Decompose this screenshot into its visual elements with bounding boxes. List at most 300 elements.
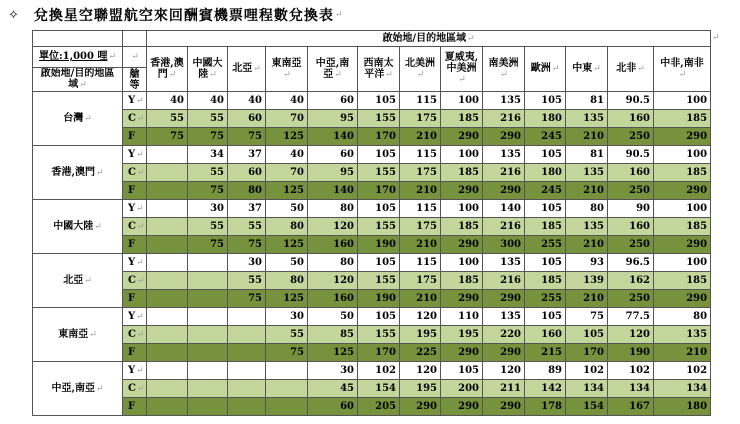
origin-region-cell: 香港,澳門↵ bbox=[33, 146, 123, 200]
table-row bbox=[33, 182, 711, 200]
mileage-value-cell: 154 bbox=[358, 380, 400, 398]
mileage-value-cell bbox=[147, 290, 188, 308]
mileage-value-cell: 37 bbox=[228, 200, 266, 218]
mileage-value-cell: 139 bbox=[566, 272, 608, 290]
mileage-value-cell: 175 bbox=[400, 218, 441, 236]
mileage-value-cell: 95 bbox=[308, 110, 358, 128]
mileage-value-cell: 216 bbox=[483, 272, 525, 290]
cabin-class-cell: F bbox=[123, 290, 147, 308]
mileage-value-cell: 160 bbox=[608, 110, 654, 128]
mileage-value-cell: 205 bbox=[358, 398, 400, 416]
mileage-value-cell bbox=[228, 398, 266, 416]
mileage-value-cell bbox=[188, 398, 228, 416]
destination-header: 夏威夷,中美洲↵ bbox=[441, 47, 483, 92]
mileage-value-cell: 105 bbox=[525, 200, 566, 218]
mileage-value-cell: 135 bbox=[566, 164, 608, 182]
mileage-value-cell: 175 bbox=[400, 164, 441, 182]
mileage-value-cell: 216 bbox=[483, 110, 525, 128]
destination-header: 中亞,南亞↵ bbox=[308, 47, 358, 92]
table-row bbox=[33, 236, 711, 254]
mileage-value-cell: 93 bbox=[566, 254, 608, 272]
mileage-value-cell: 80 bbox=[266, 272, 308, 290]
mileage-value-cell bbox=[147, 146, 188, 164]
mileage-value-cell: 80 bbox=[308, 254, 358, 272]
mileage-value-cell: 55 bbox=[188, 218, 228, 236]
mileage-value-cell: 80 bbox=[308, 200, 358, 218]
mileage-value-cell: 210 bbox=[400, 236, 441, 254]
mileage-value-cell: 160 bbox=[608, 218, 654, 236]
mileage-value-cell: 290 bbox=[441, 182, 483, 200]
mileage-value-cell: 155 bbox=[358, 110, 400, 128]
cabin-class-cell: F bbox=[123, 398, 147, 416]
unit-label-cell: 單位:1,000 哩↵ bbox=[33, 47, 123, 68]
mileage-value-cell: 85 bbox=[308, 326, 358, 344]
cabin-class-cell: C↵ bbox=[123, 164, 147, 182]
cabin-class-cell: F bbox=[123, 128, 147, 146]
mileage-value-cell: 185 bbox=[654, 164, 711, 182]
mileage-value-cell: 105 bbox=[525, 308, 566, 326]
mileage-value-cell: 96.5 bbox=[608, 254, 654, 272]
mileage-value-cell: 80 bbox=[228, 182, 266, 200]
mileage-value-cell bbox=[188, 362, 228, 380]
mileage-value-cell bbox=[147, 254, 188, 272]
mileage-value-cell: 135 bbox=[566, 218, 608, 236]
mileage-value-cell: 210 bbox=[400, 290, 441, 308]
mileage-value-cell: 105 bbox=[358, 200, 400, 218]
mileage-value-cell: 105 bbox=[525, 146, 566, 164]
mileage-value-cell: 102 bbox=[654, 362, 711, 380]
mileage-value-cell bbox=[228, 362, 266, 380]
origin-label-cell: 啟始地/目的地區域↵ bbox=[33, 68, 123, 92]
mileage-value-cell: 162 bbox=[608, 272, 654, 290]
destination-header: 東南亞↵ bbox=[266, 47, 308, 92]
mileage-value-cell: 190 bbox=[358, 290, 400, 308]
mileage-value-cell: 160 bbox=[308, 236, 358, 254]
mileage-value-cell: 135 bbox=[483, 92, 525, 110]
table-row bbox=[33, 362, 711, 380]
mileage-value-cell: 105 bbox=[358, 254, 400, 272]
mileage-value-cell: 255 bbox=[525, 236, 566, 254]
mileage-value-cell: 290 bbox=[654, 236, 711, 254]
mileage-value-cell: 211 bbox=[483, 380, 525, 398]
mileage-value-cell: 120 bbox=[400, 362, 441, 380]
mileage-value-cell: 290 bbox=[441, 128, 483, 146]
origin-region-cell: 台灣↵ bbox=[33, 92, 123, 146]
mileage-value-cell: 290 bbox=[441, 290, 483, 308]
mileage-value-cell: 180 bbox=[654, 398, 711, 416]
mileage-value-cell: 100 bbox=[654, 200, 711, 218]
mileage-value-cell: 170 bbox=[358, 344, 400, 362]
cabin-class-cell: C↵ bbox=[123, 326, 147, 344]
document-title bbox=[8, 4, 343, 26]
mileage-value-cell: 120 bbox=[608, 326, 654, 344]
mileage-value-cell: 45 bbox=[308, 380, 358, 398]
mileage-value-cell: 142 bbox=[525, 380, 566, 398]
cabin-class-cell: Y↵ bbox=[123, 308, 147, 326]
mileage-value-cell: 102 bbox=[608, 362, 654, 380]
mileage-value-cell: 55 bbox=[228, 272, 266, 290]
mileage-value-cell bbox=[147, 182, 188, 200]
mileage-value-cell: 105 bbox=[441, 362, 483, 380]
mileage-value-cell: 125 bbox=[266, 290, 308, 308]
mileage-value-cell: 210 bbox=[566, 128, 608, 146]
cabin-class-cell: C↵ bbox=[123, 272, 147, 290]
table-row bbox=[33, 92, 711, 110]
mileage-value-cell: 250 bbox=[608, 290, 654, 308]
mileage-value-cell: 215 bbox=[525, 344, 566, 362]
mileage-value-cell: 75 bbox=[228, 236, 266, 254]
mileage-value-cell: 100 bbox=[654, 146, 711, 164]
mileage-value-cell bbox=[147, 308, 188, 326]
mileage-value-cell: 190 bbox=[608, 344, 654, 362]
mileage-value-cell: 290 bbox=[483, 344, 525, 362]
mileage-value-cell: 60 bbox=[308, 146, 358, 164]
mileage-value-cell: 89 bbox=[525, 362, 566, 380]
mileage-value-cell: 290 bbox=[400, 398, 441, 416]
mileage-value-cell: 40 bbox=[266, 92, 308, 110]
cabin-class-cell: Y↵ bbox=[123, 146, 147, 164]
mileage-value-cell: 100 bbox=[441, 92, 483, 110]
mileage-value-cell: 154 bbox=[566, 398, 608, 416]
mileage-value-cell: 75 bbox=[228, 128, 266, 146]
mileage-value-cell: 37 bbox=[228, 146, 266, 164]
mileage-value-cell: 290 bbox=[654, 290, 711, 308]
cabin-class-cell: C↵ bbox=[123, 110, 147, 128]
mileage-value-cell: 290 bbox=[483, 128, 525, 146]
mileage-value-cell: 100 bbox=[441, 200, 483, 218]
mileage-value-cell bbox=[147, 380, 188, 398]
mileage-value-cell: 140 bbox=[483, 200, 525, 218]
mileage-value-cell: 75 bbox=[228, 290, 266, 308]
mileage-value-cell: 40 bbox=[228, 92, 266, 110]
mileage-value-cell: 220 bbox=[483, 326, 525, 344]
cabin-class-cell: C↵ bbox=[123, 218, 147, 236]
mileage-value-cell: 77.5 bbox=[608, 308, 654, 326]
destination-group-header: 啟始地/目的地區域↵ bbox=[147, 31, 711, 47]
mileage-value-cell: 55 bbox=[228, 218, 266, 236]
table-row bbox=[33, 290, 711, 308]
mileage-value-cell bbox=[188, 290, 228, 308]
mileage-value-cell: 210 bbox=[566, 236, 608, 254]
header-row-group bbox=[33, 31, 711, 47]
mileage-value-cell: 40 bbox=[147, 92, 188, 110]
blank-header-cell: ↵ bbox=[123, 47, 147, 68]
mileage-value-cell: 105 bbox=[358, 146, 400, 164]
cabin-class-cell: Y↵ bbox=[123, 92, 147, 110]
mileage-value-cell: 155 bbox=[358, 272, 400, 290]
mileage-value-cell bbox=[147, 344, 188, 362]
mileage-value-cell: 185 bbox=[441, 164, 483, 182]
mileage-value-cell: 160 bbox=[608, 164, 654, 182]
destination-header: 南美洲↵ bbox=[483, 47, 525, 92]
mileage-value-cell: 60 bbox=[308, 398, 358, 416]
mileage-value-cell: 170 bbox=[358, 182, 400, 200]
mileage-value-cell: 102 bbox=[358, 362, 400, 380]
mileage-value-cell: 155 bbox=[358, 218, 400, 236]
mileage-value-cell bbox=[147, 326, 188, 344]
mileage-value-cell: 75 bbox=[188, 128, 228, 146]
mileage-value-cell: 55 bbox=[188, 110, 228, 128]
mileage-value-cell: 185 bbox=[441, 218, 483, 236]
table-row bbox=[33, 272, 711, 290]
mileage-value-cell: 210 bbox=[400, 128, 441, 146]
mileage-value-cell: 245 bbox=[525, 128, 566, 146]
mileage-value-cell: 115 bbox=[400, 254, 441, 272]
mileage-value-cell: 30 bbox=[266, 308, 308, 326]
mileage-value-cell: 178 bbox=[525, 398, 566, 416]
mileage-value-cell: 170 bbox=[566, 344, 608, 362]
mileage-value-cell: 185 bbox=[654, 218, 711, 236]
mileage-value-cell: 95 bbox=[308, 164, 358, 182]
mileage-value-cell: 60 bbox=[308, 92, 358, 110]
origin-region-cell: 中亞,南亞↵ bbox=[33, 362, 123, 416]
mileage-value-cell: 170 bbox=[358, 128, 400, 146]
mileage-value-cell: 30 bbox=[308, 362, 358, 380]
destination-header: 西南太平洋↵ bbox=[358, 47, 400, 92]
mileage-value-cell: 160 bbox=[525, 326, 566, 344]
mileage-value-cell: 100 bbox=[654, 254, 711, 272]
paragraph-mark-icon: ↵ bbox=[334, 10, 344, 20]
mileage-value-cell bbox=[188, 254, 228, 272]
mileage-value-cell: 134 bbox=[566, 380, 608, 398]
mileage-value-cell bbox=[147, 218, 188, 236]
mileage-value-cell: 34 bbox=[188, 146, 228, 164]
mileage-value-cell: 290 bbox=[483, 290, 525, 308]
destination-header: 北美洲↵ bbox=[400, 47, 441, 92]
table-row bbox=[33, 398, 711, 416]
table-row bbox=[33, 218, 711, 236]
mileage-value-cell: 75 bbox=[188, 182, 228, 200]
table-row bbox=[33, 344, 711, 362]
mileage-value-cell bbox=[188, 308, 228, 326]
mileage-value-cell: 155 bbox=[358, 326, 400, 344]
mileage-value-cell: 55 bbox=[188, 164, 228, 182]
mileage-value-cell: 120 bbox=[308, 272, 358, 290]
blank-header-cell bbox=[33, 31, 123, 47]
mileage-value-cell: 185 bbox=[654, 272, 711, 290]
mileage-value-cell bbox=[228, 380, 266, 398]
mileage-value-cell: 80 bbox=[566, 200, 608, 218]
cabin-class-cell: F bbox=[123, 236, 147, 254]
mileage-value-cell: 175 bbox=[400, 272, 441, 290]
cabin-class-cell: Y↵ bbox=[123, 362, 147, 380]
header-row-unit bbox=[33, 47, 711, 68]
origin-region-cell: 北亞↵ bbox=[33, 254, 123, 308]
mileage-value-cell bbox=[228, 308, 266, 326]
mileage-value-cell: 90.5 bbox=[608, 146, 654, 164]
mileage-value-cell: 115 bbox=[400, 146, 441, 164]
mileage-value-cell: 185 bbox=[441, 272, 483, 290]
mileage-value-cell: 225 bbox=[400, 344, 441, 362]
mileage-value-cell: 195 bbox=[441, 326, 483, 344]
cabin-class-cell: C↵ bbox=[123, 380, 147, 398]
mileage-value-cell: 40 bbox=[266, 146, 308, 164]
mileage-value-cell: 250 bbox=[608, 236, 654, 254]
mileage-value-cell: 75 bbox=[188, 236, 228, 254]
blank-header-cell bbox=[123, 31, 147, 47]
destination-header: 香港,澳門↵ bbox=[147, 47, 188, 92]
mileage-value-cell: 105 bbox=[358, 92, 400, 110]
table-row bbox=[33, 380, 711, 398]
mileage-value-cell: 167 bbox=[608, 398, 654, 416]
mileage-value-cell: 216 bbox=[483, 164, 525, 182]
mileage-value-cell bbox=[147, 164, 188, 182]
title-text: 兌換星空聯盟航空來回酬賓機票哩程數兌換表 bbox=[33, 8, 334, 24]
mileage-value-cell bbox=[266, 380, 308, 398]
mileage-value-cell: 195 bbox=[400, 326, 441, 344]
mileage-value-cell: 110 bbox=[441, 308, 483, 326]
mileage-value-cell: 210 bbox=[654, 344, 711, 362]
mileage-value-cell: 75 bbox=[147, 128, 188, 146]
mileage-value-cell bbox=[147, 236, 188, 254]
destination-header: 中國大陸↵ bbox=[188, 47, 228, 92]
destination-header: 歐洲↵ bbox=[525, 47, 566, 92]
mileage-value-cell: 70 bbox=[266, 110, 308, 128]
mileage-value-cell: 160 bbox=[308, 290, 358, 308]
mileage-value-cell: 290 bbox=[483, 398, 525, 416]
mileage-value-cell: 300 bbox=[483, 236, 525, 254]
mileage-value-cell: 120 bbox=[400, 308, 441, 326]
mileage-value-cell: 180 bbox=[525, 110, 566, 128]
mileage-value-cell: 40 bbox=[188, 92, 228, 110]
mileage-value-cell: 210 bbox=[566, 290, 608, 308]
mileage-value-cell: 55 bbox=[266, 326, 308, 344]
mileage-value-cell: 185 bbox=[525, 218, 566, 236]
mileage-value-cell: 185 bbox=[441, 110, 483, 128]
mileage-value-cell: 175 bbox=[400, 110, 441, 128]
paragraph-mark-icon: ↵ bbox=[712, 33, 720, 43]
mileage-value-cell: 135 bbox=[654, 326, 711, 344]
mileage-value-cell: 50 bbox=[308, 308, 358, 326]
diamond-bullet-icon: ✧ bbox=[8, 7, 20, 23]
class-label-cell: 艙等 bbox=[123, 68, 147, 92]
mileage-value-cell: 200 bbox=[441, 380, 483, 398]
cabin-class-cell: F bbox=[123, 182, 147, 200]
table-row bbox=[33, 200, 711, 218]
mileage-value-cell: 115 bbox=[400, 92, 441, 110]
table-row bbox=[33, 326, 711, 344]
mileage-value-cell bbox=[228, 344, 266, 362]
table-row bbox=[33, 254, 711, 272]
mileage-value-cell: 140 bbox=[308, 128, 358, 146]
destination-header: 北非↵ bbox=[608, 47, 654, 92]
origin-region-cell: 中國大陸↵ bbox=[33, 200, 123, 254]
mileage-value-cell: 134 bbox=[608, 380, 654, 398]
mileage-value-cell: 210 bbox=[566, 182, 608, 200]
mileage-value-cell: 185 bbox=[525, 272, 566, 290]
mileage-value-cell bbox=[266, 398, 308, 416]
mileage-value-cell: 55 bbox=[147, 110, 188, 128]
mileage-value-cell: 115 bbox=[400, 200, 441, 218]
mileage-value-cell: 190 bbox=[358, 236, 400, 254]
mileage-value-cell: 81 bbox=[566, 92, 608, 110]
mileage-value-cell: 255 bbox=[525, 290, 566, 308]
cabin-class-cell: Y↵ bbox=[123, 200, 147, 218]
mileage-value-cell bbox=[188, 380, 228, 398]
mileage-value-cell: 290 bbox=[441, 236, 483, 254]
mileage-value-cell: 75 bbox=[266, 344, 308, 362]
mileage-value-cell: 30 bbox=[188, 200, 228, 218]
mileage-value-cell bbox=[147, 272, 188, 290]
destination-header: 北亞↵ bbox=[228, 47, 266, 92]
mileage-value-cell: 105 bbox=[525, 254, 566, 272]
mileage-value-cell: 250 bbox=[608, 128, 654, 146]
mileage-value-cell: 216 bbox=[483, 218, 525, 236]
table-row bbox=[33, 308, 711, 326]
mileage-value-cell: 80 bbox=[654, 308, 711, 326]
origin-region-cell: 東南亞↵ bbox=[33, 308, 123, 362]
mileage-value-cell: 135 bbox=[483, 146, 525, 164]
mileage-value-cell: 70 bbox=[266, 164, 308, 182]
mileage-value-cell bbox=[188, 272, 228, 290]
mileage-value-cell: 245 bbox=[525, 182, 566, 200]
mileage-value-cell: 180 bbox=[525, 164, 566, 182]
mileage-value-cell: 102 bbox=[566, 362, 608, 380]
mileage-value-cell: 100 bbox=[441, 254, 483, 272]
mileage-value-cell: 250 bbox=[608, 182, 654, 200]
table-row bbox=[33, 110, 711, 128]
mileage-value-cell bbox=[228, 326, 266, 344]
mileage-value-cell: 290 bbox=[483, 182, 525, 200]
mileage-value-cell: 120 bbox=[308, 218, 358, 236]
mileage-value-cell: 120 bbox=[483, 362, 525, 380]
mileage-value-cell: 105 bbox=[358, 308, 400, 326]
mileage-value-cell: 50 bbox=[266, 200, 308, 218]
mileage-value-cell: 290 bbox=[441, 344, 483, 362]
mileage-value-cell bbox=[188, 344, 228, 362]
mileage-value-cell: 195 bbox=[400, 380, 441, 398]
mileage-value-cell: 125 bbox=[266, 182, 308, 200]
mileage-value-cell: 135 bbox=[483, 308, 525, 326]
mileage-value-cell: 100 bbox=[654, 92, 711, 110]
mileage-value-cell: 90 bbox=[608, 200, 654, 218]
mileage-value-cell: 90.5 bbox=[608, 92, 654, 110]
mileage-value-cell bbox=[188, 326, 228, 344]
mileage-value-cell: 290 bbox=[654, 128, 711, 146]
mileage-value-cell: 60 bbox=[228, 164, 266, 182]
mileage-value-cell: 125 bbox=[266, 128, 308, 146]
mileage-value-cell: 155 bbox=[358, 164, 400, 182]
table-row bbox=[33, 128, 711, 146]
mileage-value-cell: 185 bbox=[654, 110, 711, 128]
mileage-value-cell: 290 bbox=[441, 398, 483, 416]
mileage-value-cell: 140 bbox=[308, 182, 358, 200]
mileage-value-cell: 100 bbox=[441, 146, 483, 164]
mileage-value-cell: 135 bbox=[483, 254, 525, 272]
cabin-class-cell: Y↵ bbox=[123, 254, 147, 272]
destination-header: 中非,南非↵ bbox=[654, 47, 711, 92]
mileage-value-cell bbox=[147, 398, 188, 416]
mileage-value-cell: 125 bbox=[308, 344, 358, 362]
table-row bbox=[33, 146, 711, 164]
mileage-value-cell: 290 bbox=[654, 182, 711, 200]
destination-header: 中東↵ bbox=[566, 47, 608, 92]
mileage-value-cell: 134 bbox=[654, 380, 711, 398]
mileage-value-cell: 75 bbox=[566, 308, 608, 326]
mileage-value-cell: 81 bbox=[566, 146, 608, 164]
mileage-value-cell: 80 bbox=[266, 218, 308, 236]
mileage-value-cell: 30 bbox=[228, 254, 266, 272]
mileage-value-cell bbox=[147, 362, 188, 380]
mileage-redemption-table bbox=[32, 30, 711, 416]
mileage-value-cell bbox=[147, 200, 188, 218]
table-row bbox=[33, 164, 711, 182]
mileage-value-cell: 125 bbox=[266, 236, 308, 254]
mileage-value-cell bbox=[266, 362, 308, 380]
cabin-class-cell: F bbox=[123, 344, 147, 362]
mileage-value-cell: 105 bbox=[566, 326, 608, 344]
mileage-value-cell: 60 bbox=[228, 110, 266, 128]
